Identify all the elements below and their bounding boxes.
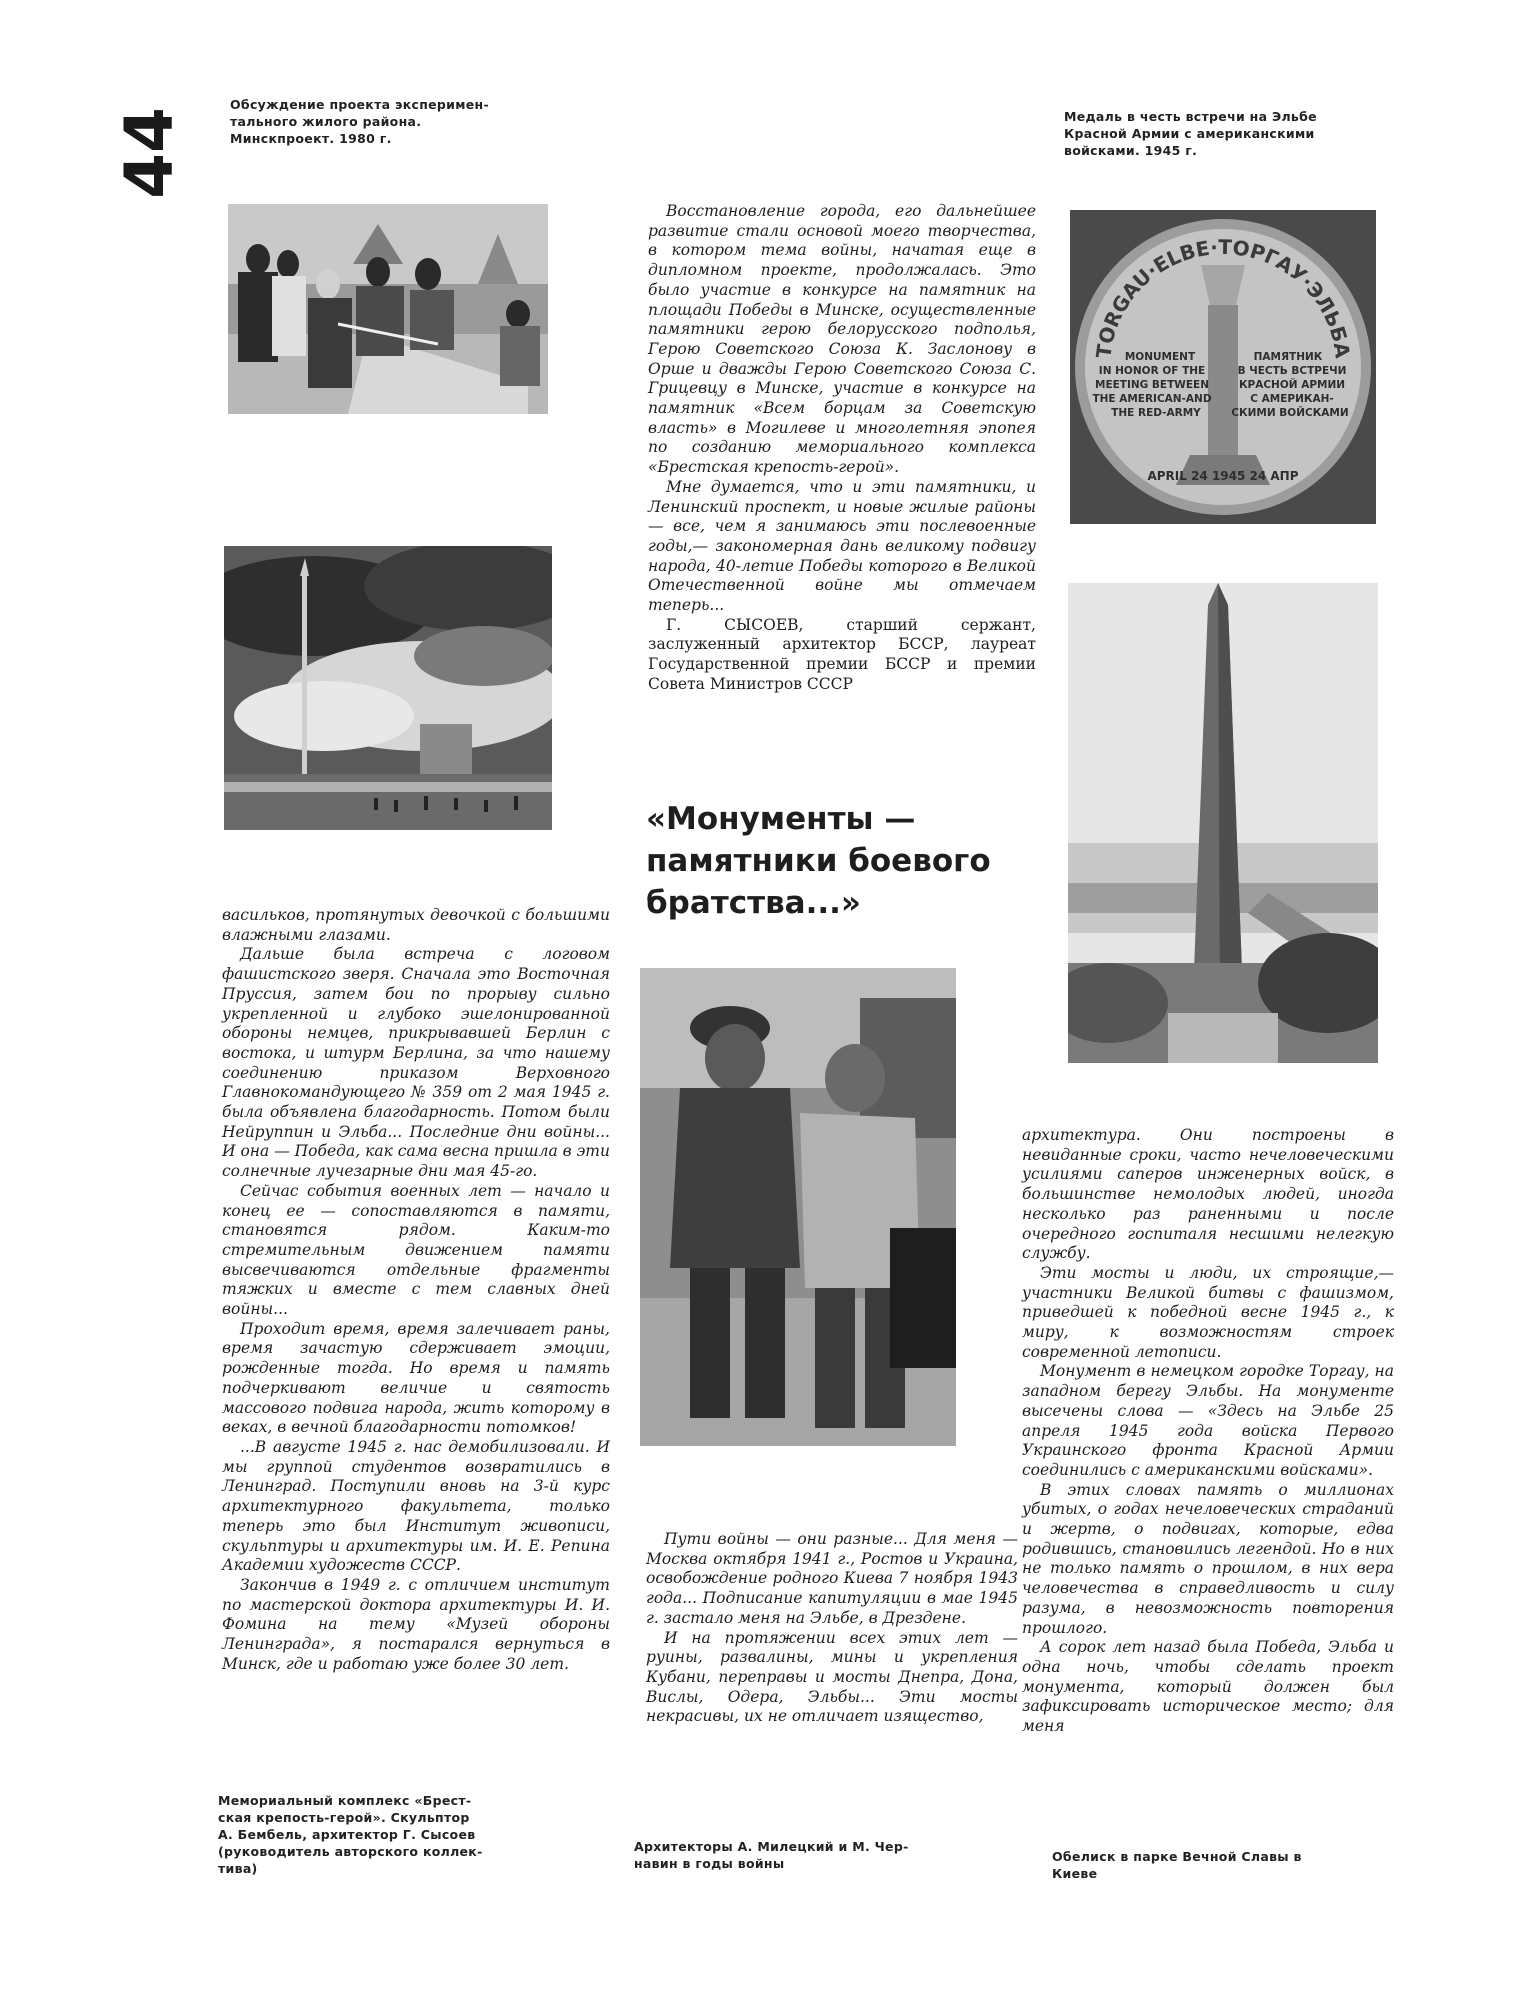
- medal-right-line: С АМЕРИКАН-: [1250, 393, 1334, 405]
- paragraph: Пути войны — они разные... Для меня — Москва октября 1941 г., Ростов и Украина, освобождение родного Киева 7 ноября 1943 года... Подписание капитуляции в мае 1945 г. застало меня на Эльбе, в Дрездене.: [646, 1530, 1018, 1627]
- photo-kiev-obelisk: [1068, 583, 1378, 1063]
- photo-architects-wartime: [640, 968, 956, 1446]
- paragraph: И на протяжении всех этих лет — руины, развалины, мины и укрепления Кубани, переправы и мосты Днепра, Дона, Вислы, Одера, Эльбы... Эти мосты некрасивы, их не отличает изящество,: [646, 1628, 1018, 1726]
- medal-top-text: TORGAU·ELBE·ТОРГАУ·ЭЛЬБА: [1091, 234, 1355, 360]
- caption-obelisk: Обелиск в парке Вечной Славы в Киеве: [1052, 1849, 1302, 1881]
- medal-left-line: IN HONOR OF THE: [1098, 365, 1206, 377]
- photo-project-discussion: [228, 204, 548, 414]
- caption-discussion: Обсуждение проекта эксперимен- тального жилого района. Минскпроект. 1980 г.: [230, 97, 489, 146]
- photo-brest-memorial: [224, 546, 552, 830]
- paragraph: Эти мосты и люди, их строящие,— участники Великой битвы с фашизмом, приведшей к победной весне 1945 г., к миру, к возможностям строек современной летописи.: [1022, 1263, 1394, 1361]
- caption-brest-memorial: Мемориальный комплекс «Брест- ская крепость-герой». Скульптор А. Бембель, архитектор Г. Сысоев (руководитель авторского коллек- тива): [218, 1793, 483, 1876]
- paragraph: В этих словах память о миллионах убитых, о годах нечеловеческих страданий и жертв, о подвигах, которые, едва родившись, становились легендой. Но в них не только память о прошлом, в них вера человечества в справедливость и силу разума, в невозможность повторения прошлого.: [1022, 1480, 1394, 1637]
- article-headline: «Монументы — памятники боевого братства...»: [646, 801, 991, 921]
- medal-left-line: MONUMENT: [1124, 351, 1196, 363]
- paragraph: Сейчас события военных лет — начало и конец ее — сопоставляются в памяти, становятся рядом. Каким-то стремительным движением памяти высвечиваются отдельные фрагменты тяжких и вместе с тем славных дней войны...: [222, 1181, 610, 1319]
- caption-architects: Архитекторы А. Милецкий и М. Чер- навин в годы войны: [634, 1839, 909, 1871]
- medal-left-line: MEETING BETWEEN: [1095, 379, 1209, 391]
- article-middle-top: [648, 202, 1036, 695]
- medal-left-line: THE RED-ARMY: [1111, 407, 1201, 419]
- paragraph: архитектура. Они построены в невиданные сроки, часто нечеловеческими усилиями саперов инженерных войск, в большинстве немолодых людей, иногда несколько раз раненными и после очередного госпиталя несшими нелегкую службу.: [1022, 1126, 1394, 1263]
- author-signature: Г. СЫСОЕВ, старший сержант, заслуженный архитектор БССР, лауреат Государственной премии БССР и премии Совета Министров СССР: [648, 615, 1036, 693]
- paragraph: васильков, протянутых девочкой с большими влажными глазами.: [222, 906, 610, 944]
- paragraph: ...В августе 1945 г. нас демобилизовали. И мы группой студентов возвратились в Ленинград. Поступили вновь на 3-й курс архитектурного факультета, только теперь это был Институт живописи, скульптуры и архитектуры им. И. Е. Репина Академии художеств СССР.: [222, 1437, 610, 1575]
- article-right-column: [1022, 1126, 1394, 1737]
- medal-right-line: В ЧЕСТЬ ВСТРЕЧИ: [1237, 365, 1347, 377]
- paragraph: Монумент в немецком городке Торгау, на западном берегу Эльбы. На монументе высечены слова — «Здесь на Эльбе 25 апреля 1945 года войска Первого Украинского фронта Красной Армии соединились с американскими войсками».: [1022, 1362, 1394, 1479]
- medal-right-line: ПАМЯТНИК: [1253, 351, 1323, 363]
- article-middle-bottom: [646, 1530, 1018, 1727]
- paragraph: Дальше была встреча с логовом фашистского зверя. Сначала это Восточная Пруссия, затем бои по прорыву сильно укрепленной и глубоко эшелонированной обороны немцев, прикрывавшей Берлин с востока, и штурм Берлина, за что нашему соединению приказом Верховного Главнокомандующего № 359 от 2 мая 1945 г. была объявлена благодарность. Потом были Нейруппин и Эльба... Последние дни войны... И она — Победа, как сама весна пришла в эти солнечные лучезарные дни мая 45-го.: [222, 945, 610, 1181]
- medal-left-line: THE AMERICAN-AND: [1092, 393, 1212, 405]
- paragraph: Мне думается, что и эти памятники, и Ленинский проспект, и новые жилые районы — все, чем я занимаюсь эти послевоенные годы,— закономерная дань великому подвигу народа, 40-летие Победы которого в Великой Отечественной войне мы отмечаем теперь...: [648, 477, 1036, 615]
- medal-right-line: КРАСНОЙ АРМИИ: [1238, 379, 1346, 391]
- article-left-column: [222, 906, 610, 1674]
- medal-right-line: СКИМИ ВОЙСКАМИ: [1231, 407, 1349, 419]
- page-number: 44: [111, 107, 188, 199]
- photo-elbe-medal: [1070, 210, 1376, 524]
- medal-bottom-text: APRIL 24 1945 24 АПР: [1147, 469, 1299, 483]
- paragraph: Закончив в 1949 г. с отличием институт по мастерской доктора архитектуры И. И. Фомина на тему «Музей обороны Ленинграда», я постарался вернуться в Минск, где и работаю уже более 30 лет.: [222, 1575, 610, 1673]
- paragraph: Проходит время, время залечивает раны, время зачастую сдерживает эмоции, рожденные тогда. Но время и память подчеркивают величие и святость массового подвига народа, жить которому в веках, в вечной благодарности потомков!: [222, 1319, 610, 1437]
- caption-medal: Медаль в честь встречи на Эльбе Красной Армии с американскими войсками. 1945 г.: [1064, 109, 1317, 158]
- paragraph: Восстановление города, его дальнейшее развитие стали основой моего творчества, в котором тема войны, начатая еще в дипломном проекте, продолжалась. Это было участие в конкурсе на памятник на площади Победы в Минске, осуществленные памятники герою белорусского подполья, Герою Советского Союза К. Заслонову в Орше и дважды Герою Советского Союза С. Грицевцу в Минске, участие в конкурсе на памятник «Всем борцам за Советскую власть» в Могилеве и многолетняя эпопея по созданию мемориального комплекса «Брестская крепость-герой».: [648, 202, 1036, 477]
- paragraph: А сорок лет назад была Победа, Эльба и одна ночь, чтобы сделать проект монумента, который должен был зафиксировать историческое место; для меня: [1022, 1638, 1394, 1736]
